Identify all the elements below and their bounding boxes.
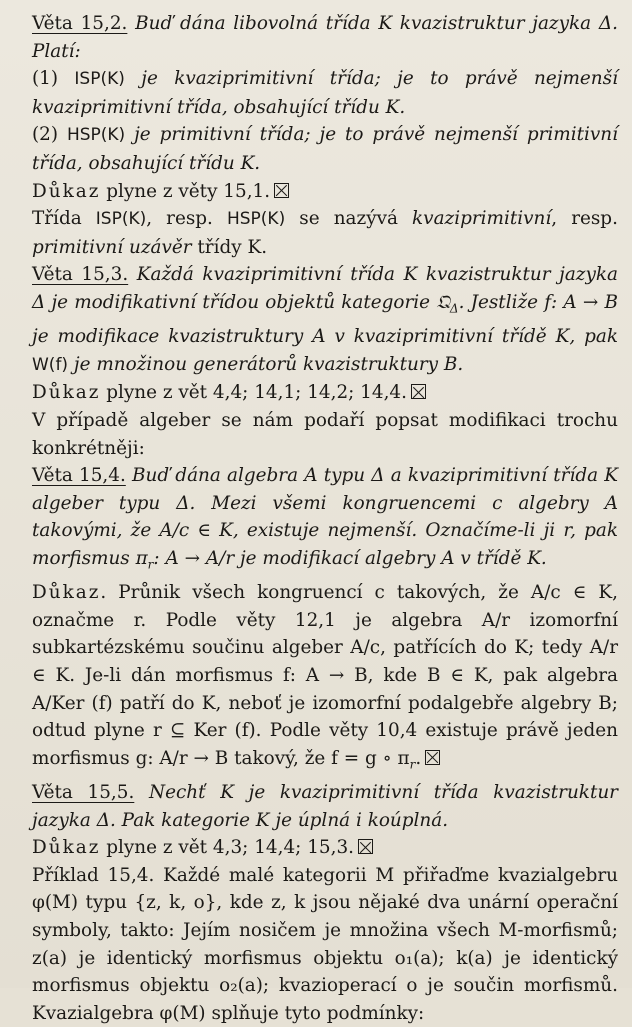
theorem-heading: Věta 15,5.: [32, 782, 135, 804]
theorem-item-1: [32, 65, 618, 121]
theorem-heading: Věta 15,4.: [32, 465, 126, 487]
proof-15-2: [32, 178, 618, 206]
example-text: Každé malé kategorii M přiřaďme kvazialgebru φ(M) typu {z, k, o}, kde z, k jsou nějaké dva unární operační symboly, takto: Jejím nosičem je množina všech M-morfismů; z(a) je identický morfismus objektu o₁(a); k(a) je identický morfismus objektu o₂(a); kvazioperací o je součin morfismů. Kvazialgebra φ(M) splňuje tyto podmínky:: [32, 864, 618, 1024]
qed-box-icon: [425, 750, 440, 765]
proof-word: Důkaz: [32, 180, 101, 202]
text: , resp.: [146, 208, 213, 230]
example-15-4: [32, 862, 618, 1027]
operator-isp: ISP(K): [74, 69, 125, 90]
theorem-text: : A → A/r je modifikací algebry A v třídě K.: [153, 547, 547, 569]
theorem-15-5: [32, 779, 618, 834]
proof-text: plyne z vět 4,3; 14,4; 15,3.: [106, 837, 354, 859]
proof-text: plyne z věty 15,1.: [106, 180, 271, 202]
qed-box-icon: [274, 183, 289, 198]
theorem-15-4: [32, 462, 618, 579]
operator-isp: ISP(K): [95, 209, 147, 230]
theorem-heading: Věta 15,3.: [32, 264, 129, 286]
operator-hsp: HSP(K): [66, 125, 126, 146]
theorem-text: Každá kvaziprimitivní třída K kvazistruktur jazyka Δ je modifikativní třídou objektů kategorie 𝔔: [32, 264, 618, 313]
text: Třída: [32, 208, 82, 230]
proof-word: Důkaz: [32, 382, 101, 404]
theorem-text: Buď dána algebra A typu Δ a kvaziprimitivní třída K algeber typu Δ. Mezi všemi kongruencemi c algebry A takovými, že A/c ∈ K, existuje nejmenší. Označíme-li ji r, pak morfismus π: [32, 465, 618, 569]
theorem-15-3: [32, 261, 618, 379]
item-text: je primitivní třída; je to právě nejmenší primitivní třída, obsahující třídu K.: [32, 124, 618, 174]
definition-closure: [32, 205, 618, 261]
item-number: (1): [32, 68, 59, 90]
theorem-item-2: [32, 121, 618, 177]
qed-box-icon: [411, 384, 426, 399]
proof-15-5: [32, 834, 618, 862]
subscript: r: [147, 557, 154, 572]
subscript: r: [409, 757, 416, 772]
paragraph-algebras: [32, 407, 618, 462]
proof-15-3: [32, 379, 618, 407]
item-number: (2): [32, 124, 59, 146]
proof-text: plyne z vět 4,4; 14,1; 14,2; 14,4.: [106, 382, 407, 404]
subscript: Δ: [449, 301, 459, 316]
text: se nazývá: [299, 208, 398, 230]
theorem-text: je množinou generátorů kvazistruktury B.: [73, 353, 464, 375]
qed-box-icon: [358, 839, 373, 854]
defined-term: kvaziprimitivní: [412, 208, 552, 230]
theorem-text: . Jestliže f: A → B je modifikace kvazistruktury A v kvaziprimitivní třídě K, pak: [32, 291, 618, 348]
proof-text: . Průnik všech kongruencí c takových, že A/c ∈ K, označme r. Podle věty 12,1 je algebra A/r izomorfní subkartézskému součinu algeber A/c, patřících do K; tedy A/r ∈ K. Je-li dán morfismus f: A → B, kde B ∈ K, pak algebra A/Ker (f) patří do K, neboť je izomorfní podalgebře algebry B; odtud plyne r ⊆ Ker (f). Podle věty 10,4 existuje právě jeden morfismus g: A/r → B takový, že f = g ∘ π: [32, 582, 618, 769]
example-heading: Příklad 15,4.: [32, 864, 155, 886]
text: , resp.: [551, 208, 618, 230]
proof-word: Důkaz: [32, 837, 101, 859]
operator-w: W(f): [32, 354, 69, 375]
theorem-text: Nechť K je kvaziprimitivní třída kvazistruktur jazyka Δ. Pak kategorie K je úplná i koúplná.: [32, 782, 618, 831]
proof-word: Důkaz: [32, 582, 101, 604]
proof-15-4: [32, 579, 618, 779]
theorem-15-2: [32, 10, 618, 65]
theorem-heading: Věta 15,2.: [32, 13, 128, 34]
proof-text: .: [415, 747, 422, 769]
item-text: je kvaziprimitivní třída; je to právě nejmenší kvaziprimitivní třída, obsahující třídu K.: [32, 68, 618, 118]
operator-hsp: HSP(K): [226, 209, 286, 230]
text: třídy K.: [197, 236, 268, 258]
text: V případě algeber se nám podaří popsat modifikaci trochu konkrétněji:: [32, 409, 618, 459]
defined-term: primitivní uzávěr: [32, 236, 192, 258]
theorem-text: Buď dána libovolná třída K kvazistruktur jazyka Δ. Platí:: [32, 13, 618, 62]
